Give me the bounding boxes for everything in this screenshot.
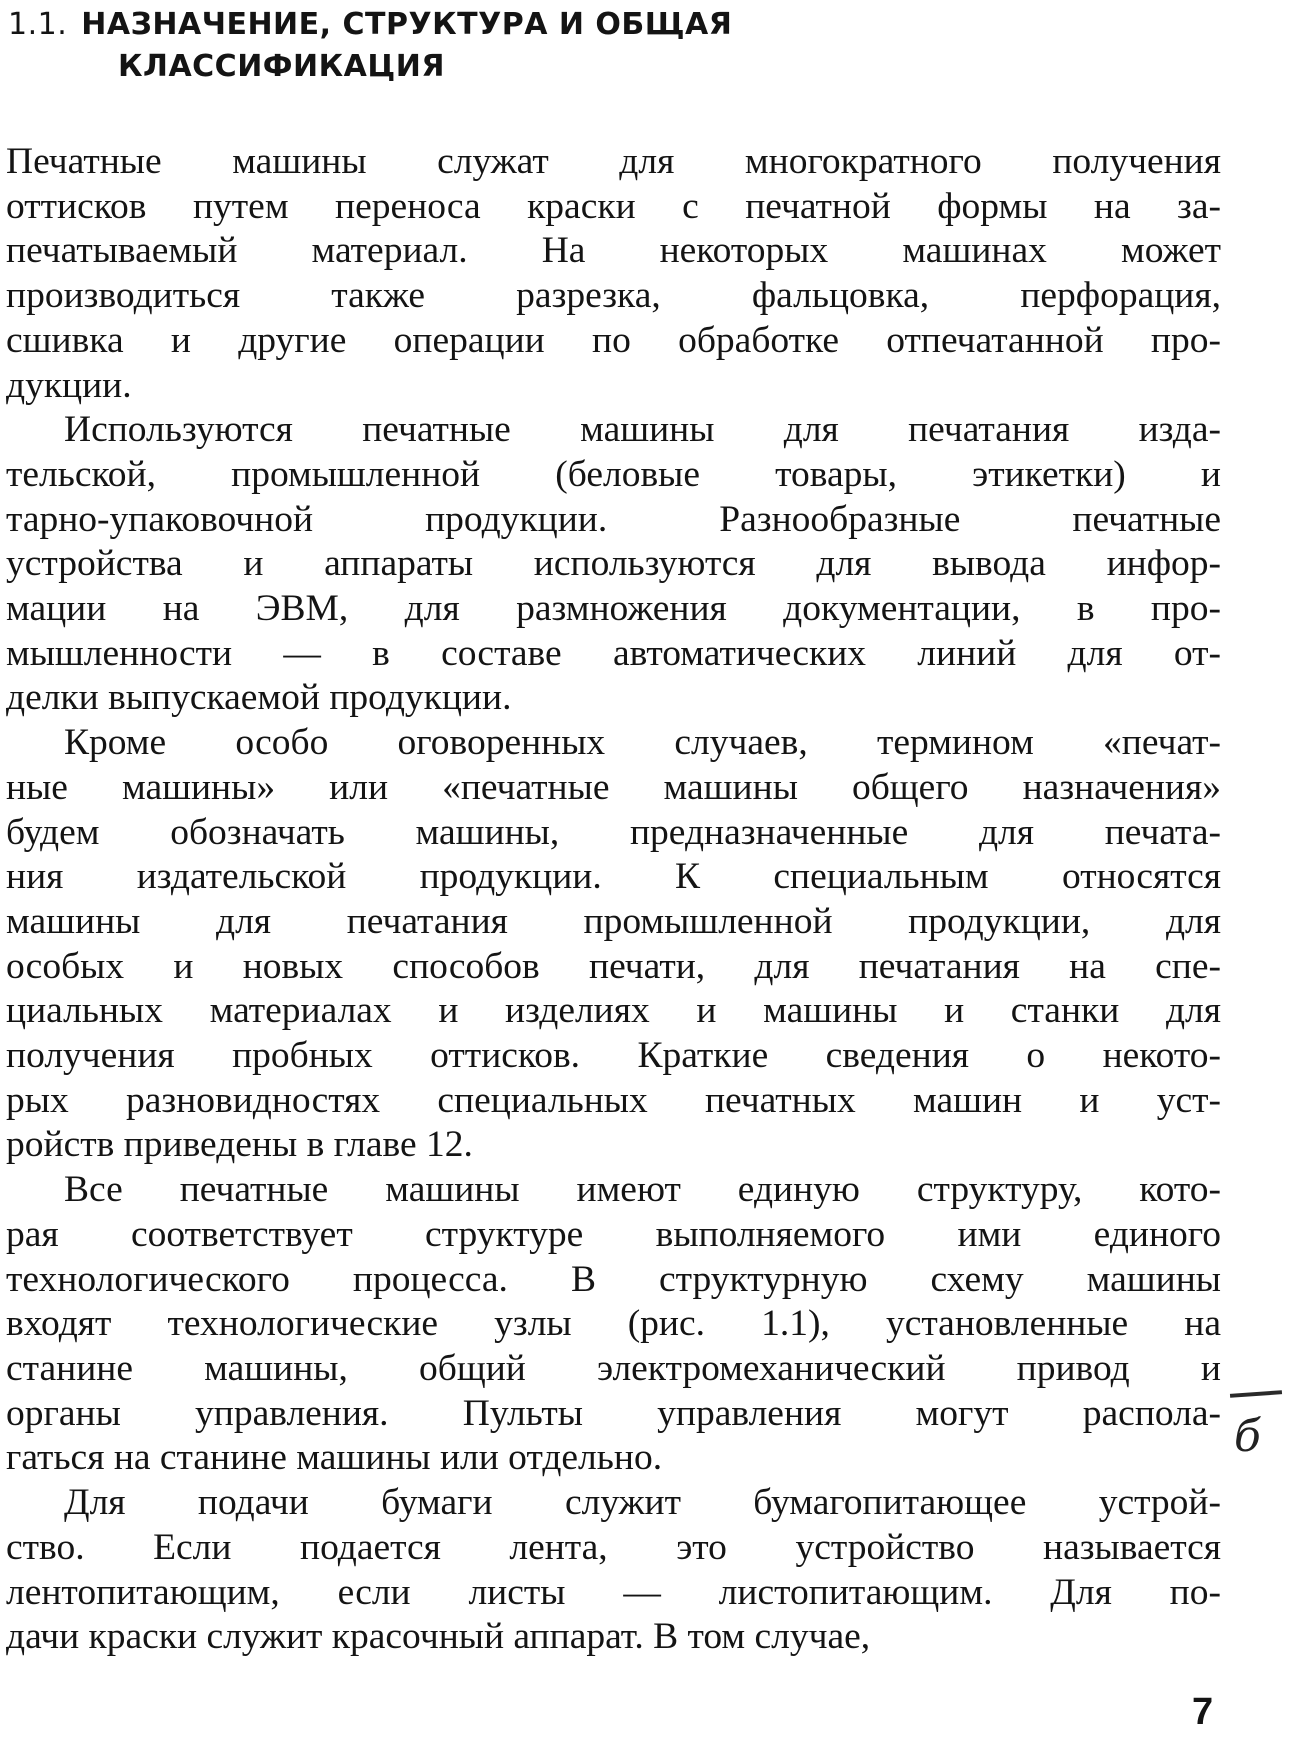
text-line: печатываемый материал. На некоторых машинах может <box>6 230 1221 272</box>
body-text <box>6 140 1221 1660</box>
text-line: гаться на станине машины или отдельно. <box>6 1437 663 1479</box>
text-line: сшивка и другие операции по обработке отпечатанной про- <box>6 319 1221 361</box>
text-line: ройств приведены в главе 12. <box>6 1124 473 1166</box>
text-line: мышленности — в составе автоматических линий для от- <box>6 632 1221 674</box>
text-line: машины для печатания промышленной продукции, для <box>6 900 1221 942</box>
text-line: дукции. <box>6 364 132 406</box>
text-line: тельской, промышленной (беловые товары, этикетки) и <box>6 453 1221 495</box>
paragraph <box>6 1168 1221 1481</box>
text-line: Используются печатные машины для печатания изда- <box>64 409 1221 451</box>
text-line: тарно-упаковочной продукции. Разнообразные печатные <box>6 498 1221 540</box>
text-line: лентопитающим, если листы — листопитающим. Для по- <box>6 1571 1221 1613</box>
text-line: Все печатные машины имеют единую структуру, кото- <box>64 1169 1221 1211</box>
margin-pen-mark <box>1230 1390 1282 1398</box>
text-line: циальных материалах и изделиях и машины и станки для <box>6 990 1221 1032</box>
text-line: Кроме особо оговоренных случаев, термином «печат- <box>64 722 1221 764</box>
text-line: технологического процесса. В структурную схему машины <box>6 1258 1221 1300</box>
text-line: ство. Если подается лента, это устройство называется <box>6 1526 1221 1568</box>
section-heading <box>8 4 1008 88</box>
text-line: Для подачи бумаги служит бумагопитающее устрой- <box>64 1482 1221 1524</box>
text-line: получения пробных оттисков. Краткие сведения о некото- <box>6 1035 1221 1077</box>
section-heading-line-1 <box>8 4 1008 46</box>
text-line: устройства и аппараты используются для вывода инфор- <box>6 543 1221 585</box>
text-line: производиться также разрезка, фальцовка, перфорация, <box>6 275 1221 317</box>
text-line: рая соответствует структуре выполняемого ими единого <box>6 1213 1221 1255</box>
text-line: будем обозначать машины, предназначенные для печата- <box>6 811 1221 853</box>
margin-handwritten-note: б <box>1234 1411 1261 1462</box>
paragraph <box>6 408 1221 721</box>
text-line: мации на ЭВМ, для размножения документации, в про- <box>6 588 1221 630</box>
text-line: оттисков путем переноса краски с печатной формы на за- <box>6 185 1221 227</box>
paragraph <box>6 140 1221 408</box>
section-title-part-2: КЛАССИФИКАЦИЯ <box>118 49 445 84</box>
text-line: ния издательской продукции. К специальным относятся <box>6 856 1221 898</box>
text-line: станине машины, общий электромеханический привод и <box>6 1347 1221 1389</box>
text-line: дачи краски служит красочный аппарат. В том случае, <box>6 1616 871 1658</box>
section-title-part-1: НАЗНАЧЕНИЕ, СТРУКТУРА И ОБЩАЯ <box>81 7 733 42</box>
text-line: делки выпускаемой продукции. <box>6 677 512 719</box>
text-line: особых и новых способов печати, для печатания на спе- <box>6 945 1221 987</box>
text-line: ные машины» или «печатные машины общего назначения» <box>6 766 1221 808</box>
text-line: органы управления. Пульты управления могут распола- <box>6 1392 1221 1434</box>
paragraph <box>6 721 1221 1168</box>
section-number: 1.1. <box>8 7 68 42</box>
text-line: рых разновидностях специальных печатных машин и уст- <box>6 1079 1221 1121</box>
text-line: Печатные машины служат для многократного получения <box>6 141 1221 182</box>
paragraph <box>6 1481 1221 1660</box>
text-line: входят технологические узлы (рис. 1.1), установленные на <box>6 1303 1221 1345</box>
page-number: 7 <box>1192 1691 1214 1733</box>
